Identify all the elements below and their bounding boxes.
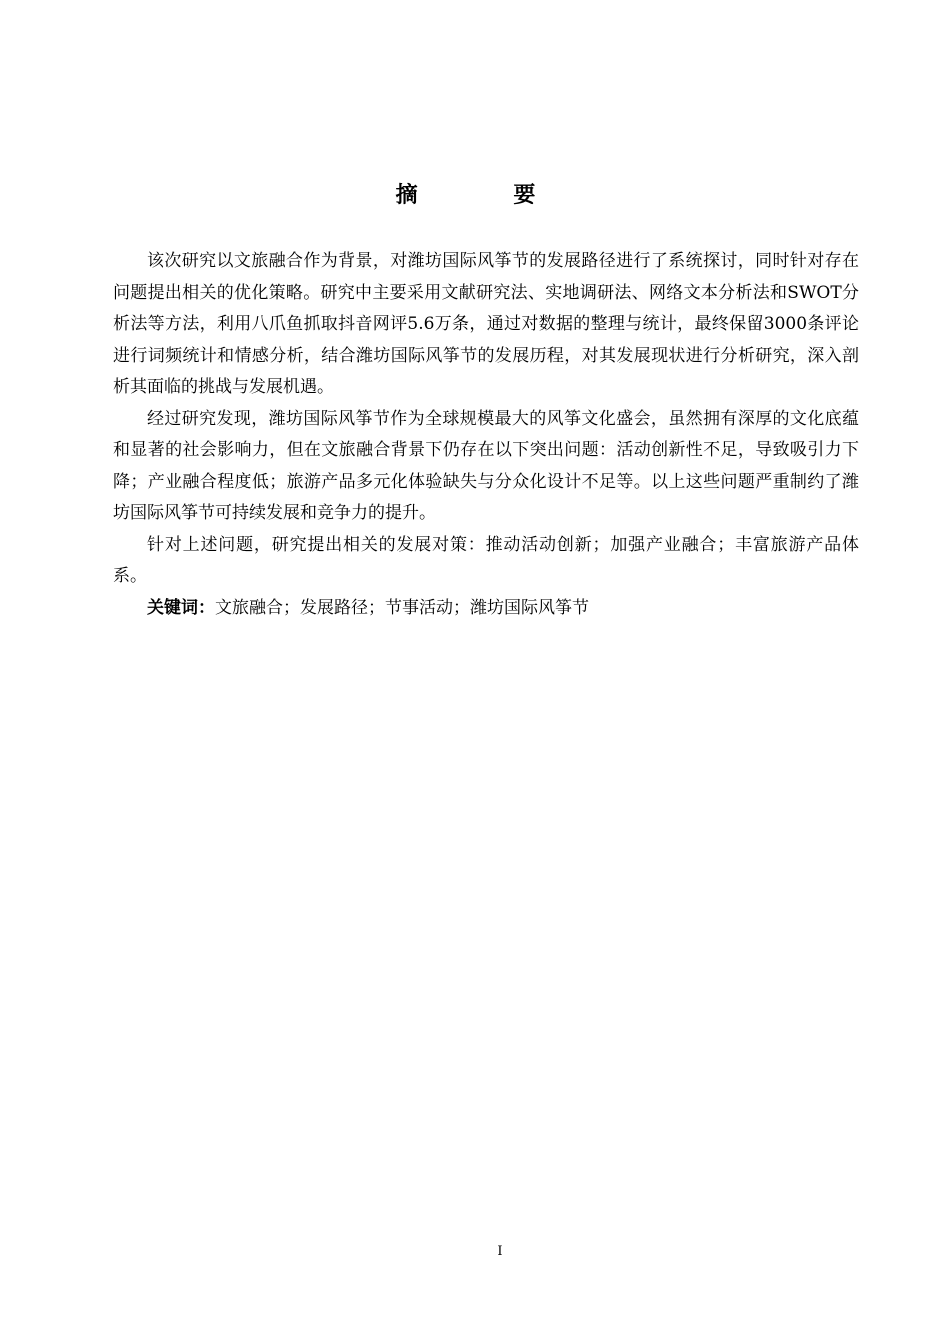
keywords-text: 文旅融合；发展路径；节事活动；潍坊国际风筝节 (215, 597, 589, 618)
page-number: I (497, 1244, 503, 1259)
abstract-body (113, 246, 859, 624)
abstract-paragraph-2: 经过研究发现，潍坊国际风筝节作为全球规模最大的风筝文化盛会，虽然拥有深厚的文化底蕴和显著的社会影响力，但在文旅融合背景下仍存在以下突出问题：活动创新性不足，导致吸引力下降；产业融合程度低；旅游产品多元化体验缺失与分众化设计不足等。以上这些问题严重制约了潍坊国际风筝节可持续发展和竞争力的提升。 (113, 408, 859, 523)
keywords-label: 关键词： (147, 597, 215, 618)
abstract-paragraph-3: 针对上述问题，研究提出相关的发展对策：推动活动创新；加强产业融合；丰富旅游产品体系。 (113, 534, 859, 586)
abstract-title: 摘 要 (395, 182, 580, 208)
abstract-paragraph-1: 该次研究以文旅融合作为背景，对潍坊国际风筝节的发展路径进行了系统探讨，同时针对存在问题提出相关的优化策略。研究中主要采用文献研究法、实地调研法、网络文本分析法和SWOT分析法等方法，利用八爪鱼抓取抖音网评5.6万条，通过对数据的整理与统计，最终保留3000条评论进行词频统计和情感分析，结合潍坊国际风筝节的发展历程，对其发展现状进行分析研究，深入剖析其面临的挑战与发展机遇。 (113, 251, 859, 397)
keywords-line (113, 593, 859, 625)
